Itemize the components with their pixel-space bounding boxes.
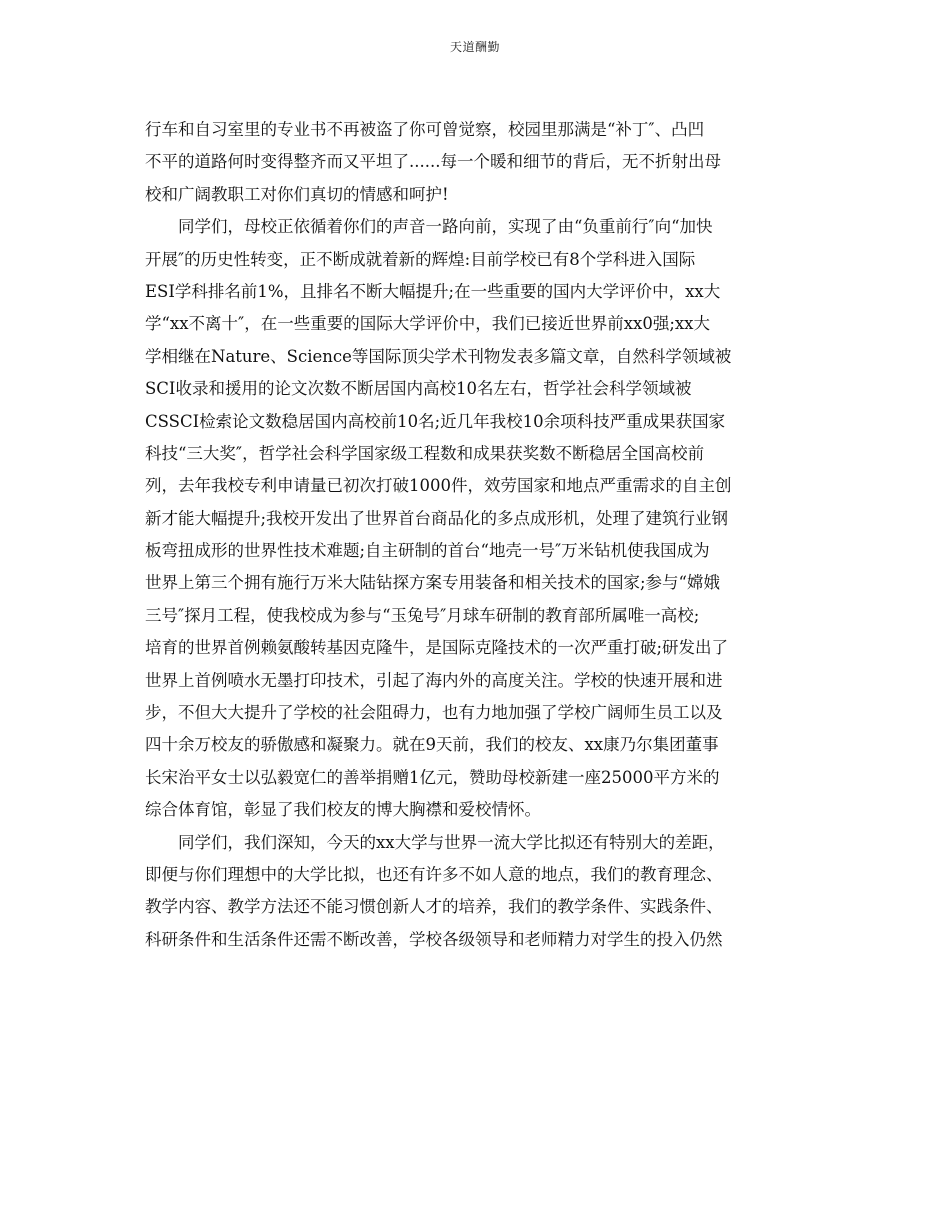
text-line: 开展″的历史性转变，正不断成就着新的辉煌:目前学校已有8个学科进入国际: [145, 249, 696, 269]
text-line: 世界上第三个拥有施行万米大陆钻探方案专用装备和相关技术的国家;参与“嫦娥: [145, 573, 720, 593]
text-line: 新才能大幅提升;我校开发出了世界首台商品化的多点成形机，处理了建筑行业钢: [145, 508, 729, 528]
text-line: SCI收录和援用的论文次数不断居国内高校10名左右，哲学社会科学领域被: [145, 379, 692, 399]
text-line: 学相继在Nature、Science等国际顶尖学术刊物发表多篇文章，自然科学领域被: [145, 346, 732, 366]
text-line: 综合体育馆，彰显了我们校友的博大胸襟和爱校情怀。: [145, 800, 541, 820]
text-line: ESI学科排名前1%，且排名不断大幅提升;在一些重要的国内大学评价中，xx大: [145, 281, 721, 301]
text-line: 即便与你们理想中的大学比拟，也还有许多不如人意的地点，我们的教育理念、: [145, 864, 723, 884]
paragraph-start-line: 同学们，母校正依循着你们的声音一路向前，实现了由“负重前行″向“加快: [178, 217, 713, 237]
text-line: 三号″探月工程，使我校成为参与“玉兔号″月球车研制的教育部所属唯一高校;: [145, 605, 700, 625]
text-line: 长宋治平女士以弘毅宽仁的善举捐赠1亿元，赞助母校新建一座25000平方米的: [145, 767, 720, 787]
text-line: 不平的道路何时变得整齐而又平坦了......每一个暖和细节的背后，无不折射出母: [145, 152, 721, 172]
page-header: 天道酬勤: [449, 40, 500, 54]
text-line: CSSCI检索论文数稳居国内高校前10名;近几年我校10余项科技严重成果获国家: [145, 411, 726, 431]
document-body: [145, 114, 805, 956]
text-line: 教学内容、教学方法还不能习惯创新人才的培养，我们的教学条件、实践条件、: [145, 897, 723, 917]
text-line: 科研条件和生活条件还需不断改善，学校各级领导和老师精力对学生的投入仍然: [145, 929, 723, 949]
text-line: 板弯扭成形的世界性技术难题;自主研制的首台“地壳一号″万米钻机使我国成为: [145, 541, 710, 561]
text-line: 步，不但大大提升了学校的社会阻碍力，也有力地加强了学校广阔师生员工以及: [145, 703, 723, 723]
text-line: 世界上首例喷水无墨打印技术，引起了海内外的高度关注。学校的快速开展和进: [145, 670, 723, 690]
text-line: 科技“三大奖″，哲学社会科学国家级工程数和成果获奖数不断稳居全国高校前: [145, 443, 705, 463]
text-line: 培育的世界首例赖氨酸转基因克隆牛，是国际克隆技术的一次严重打破;研发出了: [145, 638, 729, 658]
text-line: 四十余万校友的骄傲感和凝聚力。就在9天前，我们的校友、xx康乃尔集团董事: [145, 735, 719, 755]
paragraph-start-line: 同学们，我们深知，今天的xx大学与世界一流大学比拟还有特别大的差距，: [178, 832, 725, 852]
text-line: 列，去年我校专利申请量已初次打破1000件，效劳国家和地点严重需求的自主创: [145, 476, 732, 496]
text-line: 学“xx不离十″，在一些重要的国际大学评价中，我们已接近世界前xx0强;xx大: [145, 314, 710, 334]
text-line: 校和广阔教职工对你们真切的情感和呵护!: [145, 184, 449, 204]
text-line: 行车和自习室里的专业书不再被盗了你可曾觉察，校园里那满是“补丁″、凸凹: [145, 120, 705, 139]
